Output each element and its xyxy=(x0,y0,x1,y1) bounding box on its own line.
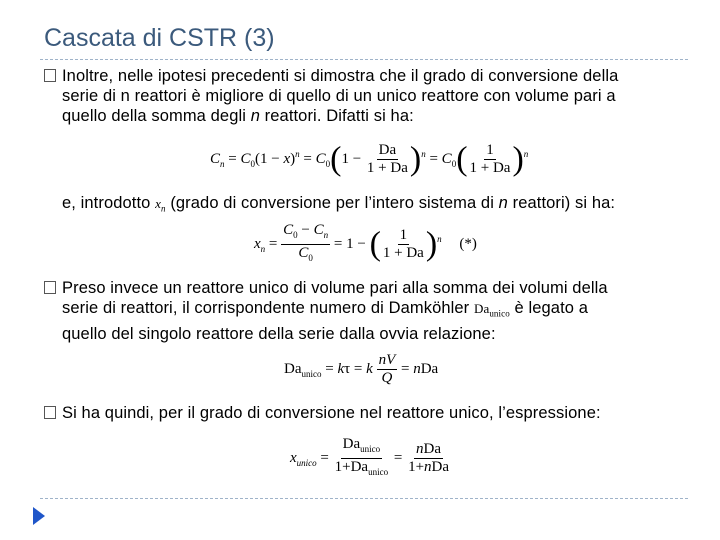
da-unico-symbol: $Da_{unico}$ xyxy=(473,301,510,319)
footer-divider xyxy=(40,498,688,499)
next-arrow-icon[interactable] xyxy=(33,507,45,525)
square-bullet-icon xyxy=(44,406,56,419)
square-bullet-icon xyxy=(44,69,56,82)
square-bullet-icon xyxy=(44,281,56,294)
equation-cn: $C_n = C_0(1 - x)^n = C_0(1$ − $\frac{Da}{1 + Da}$ )$^n = C_0$( $\frac{1}{1 + Da}$ )$^n$ xyxy=(210,140,529,178)
paragraph-1-line-1: Inoltre, nelle ipotesi precedenti si dimostra che il grado di conversione della xyxy=(62,67,619,85)
paragraph-2-line-3: quello del singolo reattore della serie dalla ovvia relazione: xyxy=(62,324,496,343)
continuation-line: e, introdotto $x_n$ (grado di conversione per l’intero sistema di n reattori) si ha: xyxy=(62,194,616,214)
paragraph-1-line-3: quello della somma degli n reattori. Difatti si ha: xyxy=(62,107,414,125)
paragraph-1-line-2: serie di n reattori è migliore di quello di un unico reattore con volume pari a xyxy=(62,87,616,105)
equation-tag: (*) xyxy=(459,235,477,252)
slide-title: Cascata di CSTR (3) xyxy=(44,24,275,52)
xn-symbol: $x_n$ xyxy=(155,196,166,214)
equation-xn: $x_n$ = $\frac{C_0 - C_n}{C_0}$ = 1 − ( $\frac{1}{1 + Da}$ )$^n$ (*) xyxy=(254,222,477,263)
equation-da-unico: $Da_{unico} = k\tau = k$ $\frac{nV}{Q}$ = nDa xyxy=(284,352,439,386)
paragraph-1 xyxy=(62,66,682,126)
equation-x-unico: $x_{unico}$ = $\frac{Da_{unico}}{1+Da_{unico}}$ = $\frac{\text{nDa}}{\text{1+nDa}}$ xyxy=(290,436,450,477)
paragraph-2 xyxy=(62,278,682,344)
paragraph-2-line-1: Preso invece un reattore unico di volume pari alla somma dei volumi della xyxy=(62,279,608,297)
title-divider xyxy=(40,59,688,60)
paragraph-2-line-2: serie di reattori, il corrispondente numero di Damköhler $Da_{unico}$ è legato a xyxy=(62,299,588,319)
paragraph-3: Si ha quindi, per il grado di conversione nel reattore unico, l’espressione: xyxy=(62,404,601,422)
